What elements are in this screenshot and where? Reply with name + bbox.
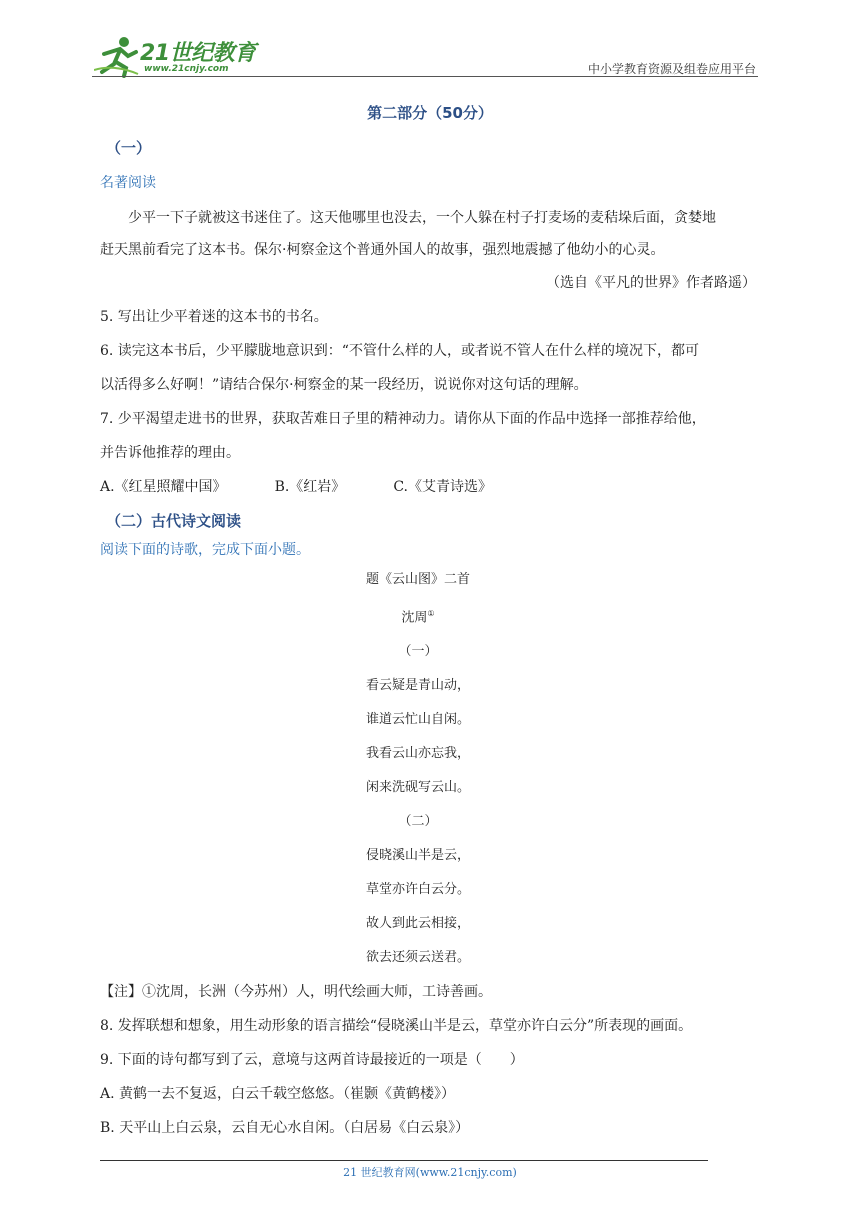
option-a: A.《红星照耀中国》 [100, 479, 227, 495]
poem-line: 看云疑是青山动， [365, 678, 470, 694]
poem-part-label: （二） [398, 814, 438, 830]
part-title: 第二部分（50分） [367, 104, 493, 122]
poem [100, 563, 736, 975]
question-9-option-b: B. 天平山上白云泉，云自无心水自闲。（白居易《白云泉》） [100, 1120, 470, 1137]
passage-line: 赶天黑前看完了这本书。保尔·柯察金这个普通外国人的故事，强烈地震撼了他幼小的心灵。 [100, 242, 665, 258]
question-9-option-a: A. 黄鹤一去不复返，白云千载空悠悠。（崔颢《黄鹤楼》） [100, 1086, 456, 1103]
poem-line: 故人到此云相接， [365, 916, 470, 932]
question-8: 8. 发挥联想和想象，用生动形象的语言描绘“侵晓溪山半是云，草堂亦许白云分”所表现的画面。 [100, 1018, 693, 1035]
platform-name: 中小学教育资源及组卷应用平台 [587, 62, 756, 76]
section-heading-1: （一） [106, 139, 152, 157]
section-subtitle: 名著阅读 [100, 175, 156, 191]
document-body [100, 102, 760, 1145]
footer-divider [100, 1160, 708, 1161]
poem-line: 闲来洗砚写云山。 [365, 780, 470, 796]
poem-line: 侵晓溪山半是云， [365, 848, 470, 864]
question-9: 9. 下面的诗句都写到了云，意境与这两首诗最接近的一项是（ ） [100, 1052, 524, 1069]
poem-part-label: （一） [398, 644, 438, 660]
option-b: B.《红岩》 [274, 479, 346, 495]
header-divider [92, 76, 758, 77]
question-7: 7. 少平渴望走进书的世界，获取苦难日子里的精神动力。请你从下面的作品中选择一部推荐给他， [100, 411, 706, 427]
question-5: 5. 写出让少平着迷的这本书的书名。 [100, 309, 328, 325]
question-6: 6. 读完这本书后，少平朦胧地意识到：“不管什么样的人，或者说不管人在什么样的境况下，都可 [100, 343, 699, 359]
author-name: 沈周 [401, 610, 428, 626]
poem-line: 草堂亦许白云分。 [365, 882, 470, 898]
poem-line: 欲去还须云送君。 [365, 950, 470, 966]
page-footer: 21 世纪教育网(www.21cnjy.com) [343, 1166, 517, 1179]
site-logo [92, 34, 262, 78]
runner-logo-icon [94, 34, 140, 78]
page-header [92, 30, 758, 78]
section-instruction: 阅读下面的诗歌，完成下面小题。 [100, 542, 310, 558]
logo-text: 21世纪教育 [140, 41, 256, 66]
question-7-cont: 并告诉他推荐的理由。 [100, 445, 240, 461]
author-footnote-marker: ① [427, 609, 435, 618]
poem-title: 题《云山图》二首 [365, 572, 470, 587]
passage-line: 少平一下子就被这书迷住了。这天他哪里也没去，一个人躲在村子打麦场的麦秸垛后面，贪婪地 [128, 210, 716, 226]
poem-line: 谁道云忙山自闲。 [365, 712, 470, 728]
poem-author [100, 597, 736, 635]
poem-line: 我看云山亦忘我， [365, 746, 470, 762]
question-6-cont: 以活得多么好啊！”请结合保尔·柯察金的某一段经历，说说你对这句话的理解。 [100, 377, 588, 393]
passage-source: （选自《平凡的世界》作者路遥） [546, 275, 756, 291]
option-c: C.《艾青诗选》 [393, 479, 492, 495]
poem-note: 【注】①沈周，长洲（今苏州）人，明代绘画大师，工诗善画。 [100, 984, 492, 1001]
logo-url: www.21cnjy.com [144, 64, 229, 74]
question-7-options [100, 470, 760, 504]
section-heading-2: （二）古代诗文阅读 [106, 512, 242, 530]
